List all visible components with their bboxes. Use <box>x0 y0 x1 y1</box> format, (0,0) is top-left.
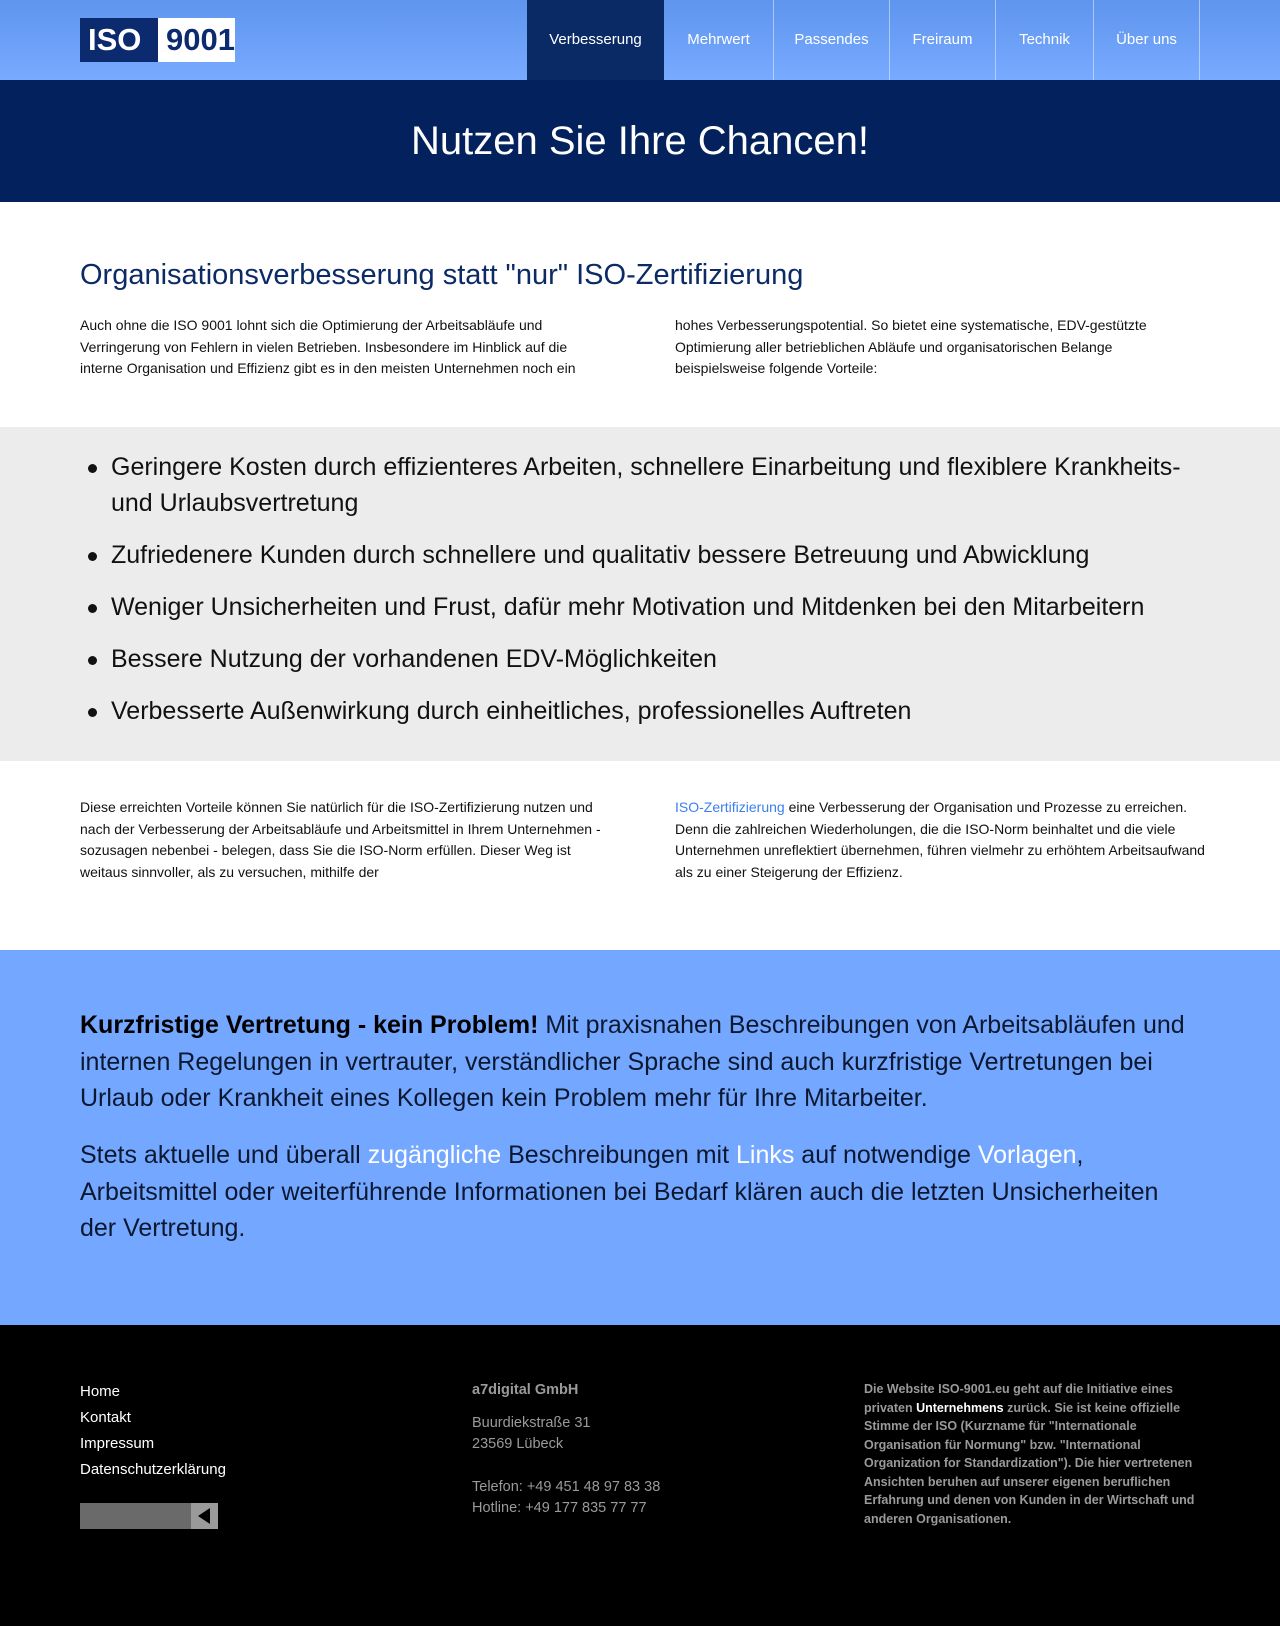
logo-part-iso: ISO <box>80 18 158 62</box>
certification-text-col1: Diese erreichten Vorteile können Sie natürlich für die ISO-Zertifizierung nutzen und nach der Verbesserung der Arbeitsabläufe und Arbeitsmittel in Ihrem Unternehmen - sozusagen nebenbei - belegen, dass Sie die ISO-Norm erfüllen. Dieser Weg ist weitaus sinnvoller, als zu versuchen, mithilfe der <box>80 799 601 880</box>
logo-part-9001: 9001 <box>158 18 235 62</box>
unternehmens-link[interactable]: Unternehmens <box>916 1400 1004 1415</box>
company-phone: Telefon: +49 451 48 97 83 38 <box>472 1478 661 1495</box>
site-logo[interactable] <box>80 18 235 62</box>
nav-item-mehrwert[interactable]: Mehrwert <box>664 0 774 80</box>
benefits-section <box>0 427 1280 761</box>
site-footer <box>0 1325 1280 1626</box>
company-city: 23569 Lübeck <box>472 1436 564 1452</box>
intro-text-col2: hohes Verbesserungspotential. So bietet eine systematische, EDV-gestützte Optimierung aller betrieblichen Abläufe und organisatorischen Belange beispielsweise folgende Vorteile: <box>675 317 1147 376</box>
scroll-to-top-control[interactable] <box>80 1503 218 1529</box>
nav-item-ueber-uns[interactable]: Über uns <box>1094 0 1200 80</box>
certification-text-col2: ISO-Zertifizierung eine Verbesserung der Organisation und Prozesse zu erreichen. Denn die zahlreichen Wiederholungen, die die ISO-Norm beinhaltet und die viele Unternehmen unreflektiert übernehmen, führen vielmehr zu erhöhtem Arbeitsaufwand als zu einer Steigerung der Effizienz. <box>675 799 1205 880</box>
list-item: Verbesserte Außenwirkung durch einheitliches, professionelles Auftreten <box>80 693 1210 729</box>
company-name: a7digital GmbH <box>472 1382 579 1398</box>
substitution-paragraph-1: Kurzfristige Vertretung - kein Problem! Mit praxisnahen Beschreibungen von Arbeitsabläufen und internen Regelungen in vertrauter, verständlicher Sprache sind auch kurzfristige Vertretungen bei Urlaub oder Krankheit eines Kollegen kein Problem mehr für Ihre Mitarbeiter. <box>80 1011 1185 1112</box>
footer-disclaimer: Die Website ISO-9001.eu geht auf die Initiative eines privaten Unternehmens zurück. Sie ist keine offizielle Stimme der ISO (Kurzname für "Internationale Organisation für Normung" bzw. "International Organization for Standardization"). Die hier vertretenen Ansichten beruhen auf unserer eigenen beruflichen Erfahrung und denen von Kunden in der Wirtschaft und anderen Organisationen. <box>864 1382 1195 1526</box>
site-header <box>0 0 1280 80</box>
footer-link-home[interactable]: Home <box>80 1383 121 1400</box>
substitution-paragraph-2: Stets aktuelle und überall zugängliche Beschreibungen mit Links auf notwendige Vorlagen, Arbeitsmittel oder weiterführende Informationen bei Bedarf klären auch die letzten Unsicherheiten der Vertretung. <box>80 1141 1159 1242</box>
zugaengliche-link[interactable]: zugängliche <box>367 1141 502 1169</box>
iso-zertifizierung-link[interactable]: ISO-Zertifizierung <box>675 799 785 815</box>
triangle-left-icon <box>198 1508 210 1524</box>
vorlagen-link[interactable]: Vorlagen <box>977 1141 1077 1169</box>
substitution-headline: Kurzfristige Vertretung - kein Problem! <box>80 1011 539 1039</box>
intro-heading: Organisationsverbesserung statt "nur" ISO-Zertifizierung <box>80 259 804 291</box>
certification-section <box>0 761 1280 950</box>
company-hotline: Hotline: +49 177 835 77 77 <box>472 1500 647 1516</box>
arrow-left-button[interactable] <box>191 1503 218 1529</box>
bullet-icon <box>88 656 97 665</box>
company-street: Buurdiekstraße 31 <box>472 1414 591 1431</box>
list-item: Weniger Unsicherheiten und Frust, dafür mehr Motivation und Mitdenken bei den Mitarbeitern <box>80 589 1210 625</box>
bullet-icon <box>88 464 97 473</box>
bullet-icon <box>88 552 97 561</box>
links-link[interactable]: Links <box>735 1141 795 1169</box>
list-item: Geringere Kosten durch effizienteres Arbeiten, schnellere Einarbeitung und flexiblere Krankheits- und Urlaubsvertretung <box>80 449 1210 521</box>
bullet-icon <box>88 604 97 613</box>
substitution-section <box>0 950 1280 1325</box>
intro-section <box>0 202 1280 427</box>
nav-item-freiraum[interactable]: Freiraum <box>890 0 996 80</box>
list-item: Bessere Nutzung der vorhandenen EDV-Möglichkeiten <box>80 641 1210 677</box>
nav-item-verbesserung[interactable]: Verbesserung <box>527 0 664 80</box>
footer-nav <box>80 1379 226 1483</box>
footer-link-impressum[interactable]: Impressum <box>80 1435 155 1452</box>
hero-title: Nutzen Sie Ihre Chancen! <box>410 119 870 163</box>
main-nav <box>527 0 1200 80</box>
nav-item-passendes[interactable]: Passendes <box>774 0 890 80</box>
bullet-icon <box>88 708 97 717</box>
footer-link-kontakt[interactable]: Kontakt <box>80 1409 131 1426</box>
intro-text-col1: Auch ohne die ISO 9001 lohnt sich die Optimierung der Arbeitsabläufe und Verringerung von Fehlern in vielen Betrieben. Insbesondere im Hinblick auf die interne Organisation und Effizienz gibt es in den meisten Unternehmen noch ein <box>80 317 576 376</box>
company-address <box>472 1380 660 1520</box>
footer-link-datenschutz[interactable]: Datenschutzerklärung <box>80 1461 226 1478</box>
list-item: Zufriedenere Kunden durch schnellere und qualitativ bessere Betreuung und Abwicklung <box>80 537 1210 573</box>
hero-banner <box>0 80 1280 202</box>
nav-item-technik[interactable]: Technik <box>996 0 1094 80</box>
benefits-list <box>80 449 1210 745</box>
